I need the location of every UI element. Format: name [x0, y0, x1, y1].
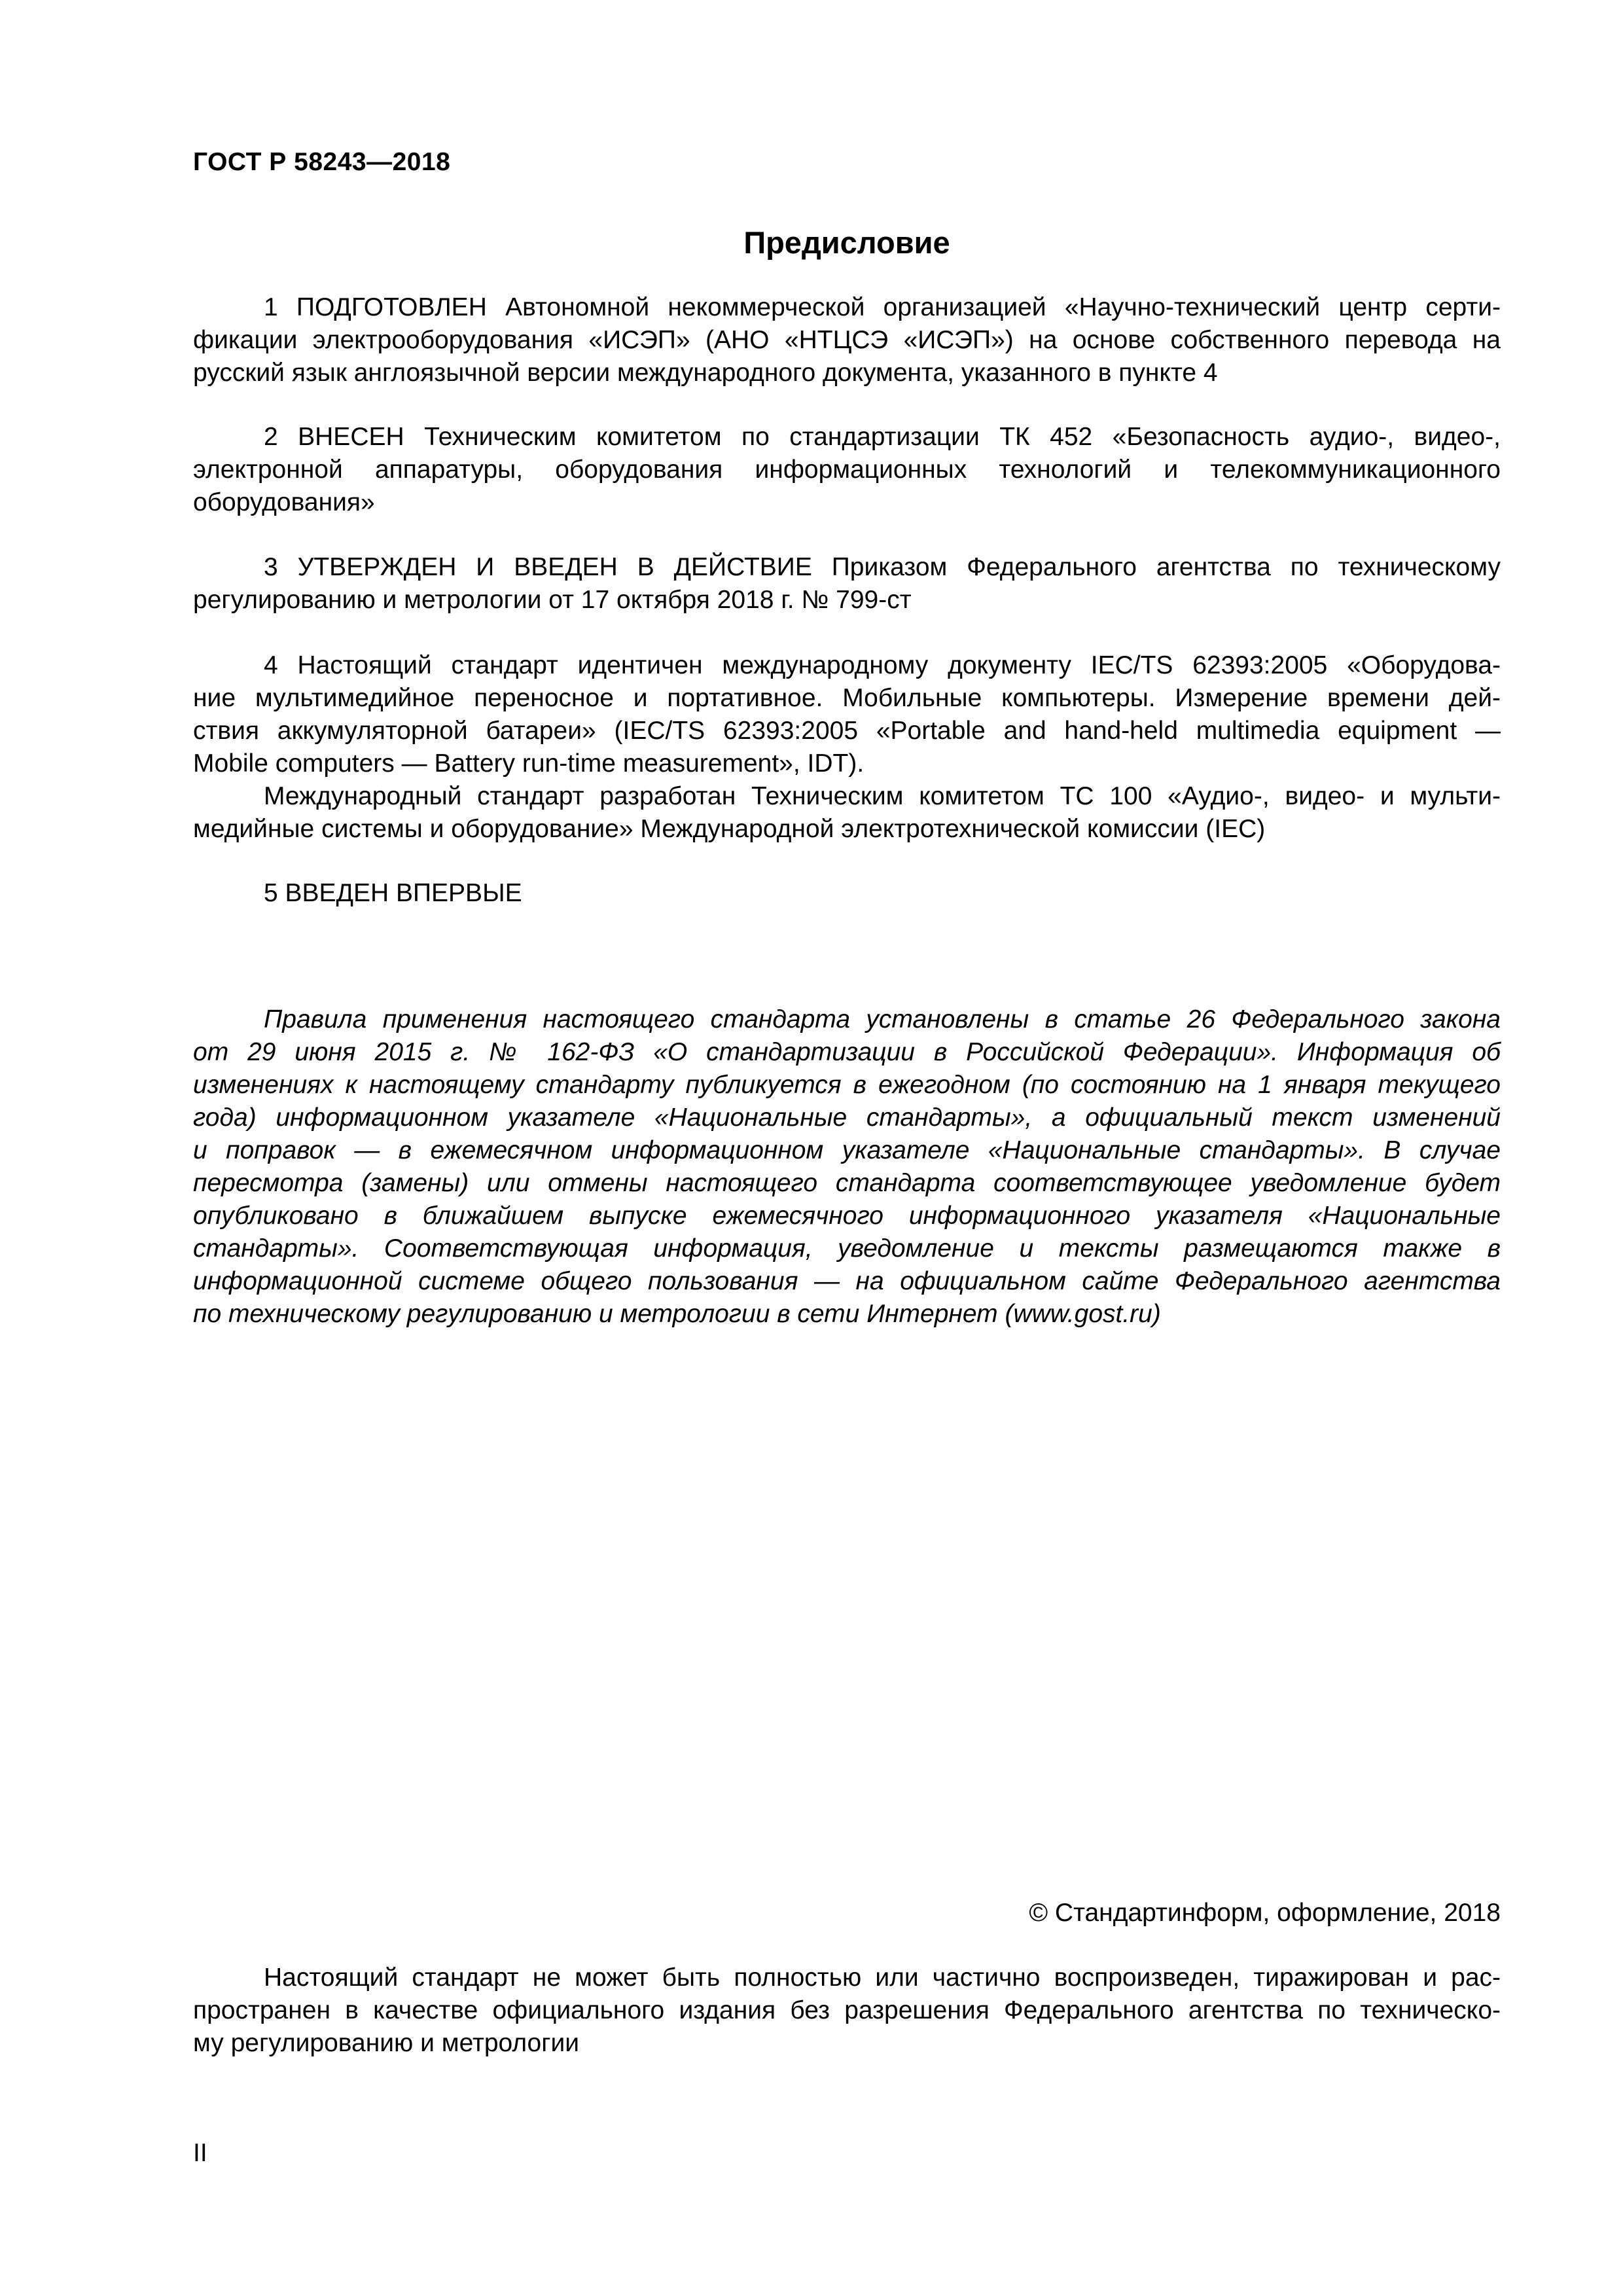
text-line: опубликовано в ближайшем выпуске ежемесячного информационного указателя «Национальные — [193, 1202, 1501, 1230]
text-line: года) информационном указателе «Национальные стандарты», а официальный текст изменений — [193, 1103, 1501, 1132]
text-line: пространен в качестве официального издания без разрешения Федерального агентства по техническо- — [193, 1996, 1501, 2024]
text-line: му регулированию и метрологии — [193, 2029, 580, 2057]
text-line: Правила применения настоящего стандарта установлены в статье 26 Федерального закона — [264, 1005, 1501, 1033]
application-rules-notice — [193, 1003, 1501, 1331]
document-code-header: ГОСТ Р 58243—2018 — [193, 148, 451, 176]
foreword-item-4 — [193, 649, 1501, 846]
text-line: 3 УТВЕРЖДЕН И ВВЕДЕН В ДЕЙСТВИЕ Приказом Федерального агентства по техническому — [264, 553, 1501, 581]
text-line: оборудования» — [193, 488, 375, 516]
text-line: по техническому регулированию и метрологии в сети Интернет (www.gost.ru) — [193, 1300, 1161, 1328]
reproduction-notice — [193, 1962, 1501, 2060]
text-line: 1 ПОДГОТОВЛЕН Автономной некоммерческой организацией «Научно-технический центр серти- — [264, 293, 1501, 321]
foreword-item-1 — [193, 291, 1501, 389]
text-line: фикации электрооборудования «ИСЭП» (АНО «НТЦСЭ «ИСЭП») на основе собственного перевода на — [193, 326, 1501, 354]
foreword-item-2 — [193, 421, 1501, 519]
text-line: 5 ВВЕДЕН ВПЕРВЫЕ — [264, 879, 522, 907]
text-line: ние мультимедийное переносное и портативное. Мобильные компьютеры. Измерение времени дей- — [193, 684, 1501, 712]
text-line: электронной аппаратуры, оборудования информационных технологий и телекоммуникационного — [193, 456, 1501, 484]
text-line: русский язык англоязычной версии международного документа, указанного в пункте 4 — [193, 359, 1218, 387]
text-line: регулированию и метрологии от 17 октября 2018 г. № 799-ст — [193, 586, 912, 614]
copyright-notice: © Стандартинформ, оформление, 2018 — [1029, 1899, 1501, 1927]
text-line: Международный стандарт разработан Техническим комитетом TC 100 «Аудио-, видео- и мульти- — [264, 782, 1501, 810]
text-line: информационной системе общего пользования — на официальном сайте Федерального агентства — [193, 1267, 1501, 1295]
foreword-item-5 — [193, 877, 1501, 910]
text-line: ствия аккумуляторной батареи» (IEC/TS 62393:2005 «Portable and hand-held multimedia equipment — — [193, 717, 1501, 745]
text-line: Mobile computers — Battery run-time measurement», IDT). — [193, 749, 865, 778]
text-line: изменениях к настоящему стандарту публикуется в ежегодном (по состоянию на 1 января текущего — [193, 1071, 1501, 1099]
text-line: 2 ВНЕСЕН Техническим комитетом по стандартизации ТК 452 «Безопасность аудио-, видео-, — [264, 423, 1501, 451]
foreword-item-3 — [193, 551, 1501, 617]
text-line: пересмотра (замены) или отмены настоящего стандарта соответствующее уведомление будет — [193, 1169, 1501, 1197]
text-line: стандарты». Соответствующая информация, уведомление и тексты размещаются также в — [193, 1234, 1501, 1263]
text-line: Настоящий стандарт не может быть полностью или частично воспроизведен, тиражирован и рас- — [264, 1964, 1501, 1992]
text-line: от 29 июня 2015 г. № 162-ФЗ «О стандартизации в Российской Федерации». Информация об — [193, 1038, 1501, 1066]
text-line: медийные системы и оборудование» Международной электротехнической комиссии (IEC) — [193, 815, 1266, 843]
text-line: 4 Настоящий стандарт идентичен международному документу IEC/TS 62393:2005 «Оборудова- — [264, 651, 1501, 679]
text-line: и поправок — в ежемесячном информационном указателе «Национальные стандарты». В случае — [193, 1136, 1501, 1164]
section-title: Предисловие — [743, 225, 950, 260]
page-number: II — [193, 2139, 207, 2167]
